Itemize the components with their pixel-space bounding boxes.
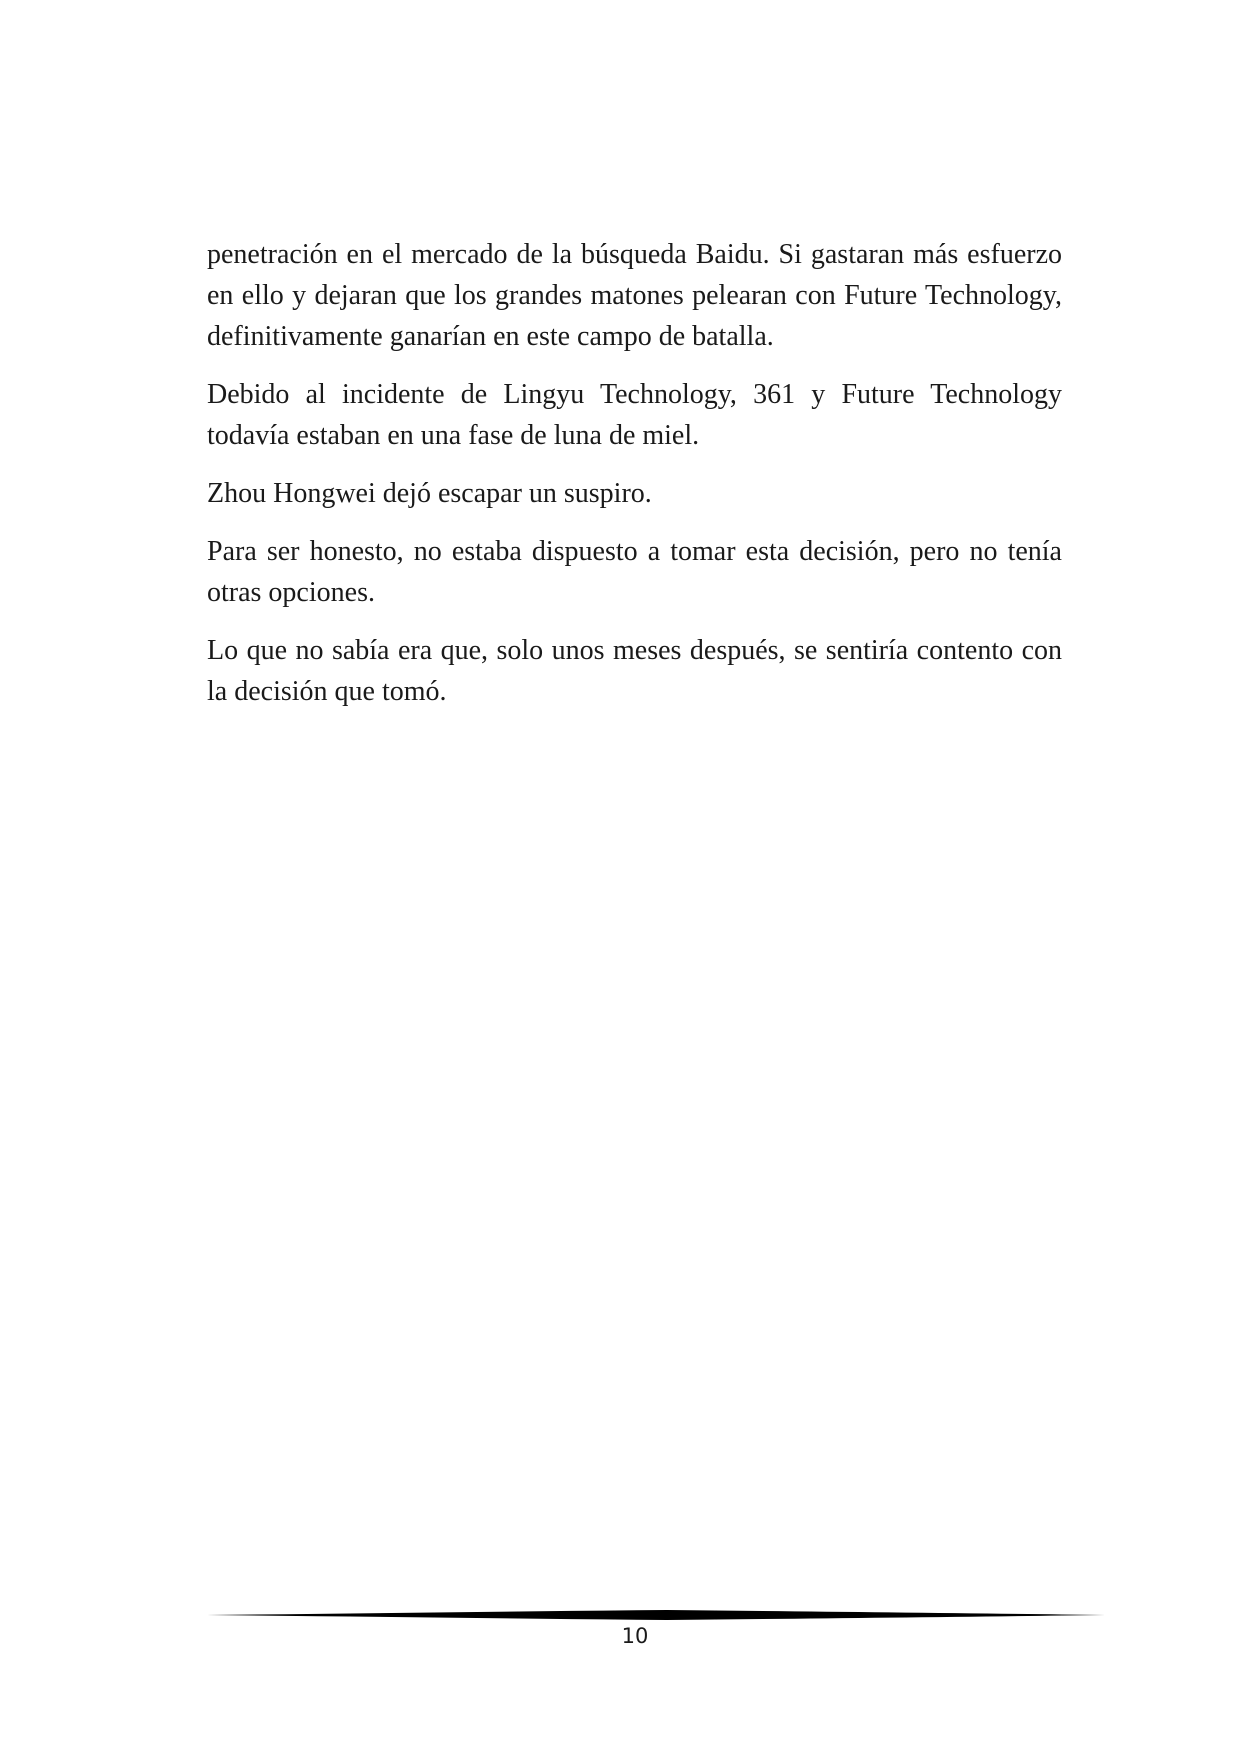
paragraph-1: penetración en el mercado de la búsqueda Baidu. Si gastaran más esfuerzo en ello y dejaran que los grandes matones pelearan con Future Technology, definitivamente ganarían en este campo de batalla.	[207, 239, 1062, 352]
paragraph-4: Para ser honesto, no estaba dispuesto a tomar esta decisión, pero no tenía otras opciones.	[207, 536, 1062, 608]
paragraph-5: Lo que no sabía era que, solo unos meses después, se sentiría contento con la decisión que tomó.	[207, 635, 1062, 707]
body-text	[207, 234, 1062, 729]
paragraph-3: Zhou Hongwei dejó escapar un suspiro.	[207, 478, 652, 509]
footer-divider	[207, 1608, 1105, 1622]
paragraph-2: Debido al incidente de Lingyu Technology, 361 y Future Technology todavía estaban en una fase de luna de miel.	[207, 379, 1062, 451]
page-number: 10	[621, 1624, 649, 1648]
